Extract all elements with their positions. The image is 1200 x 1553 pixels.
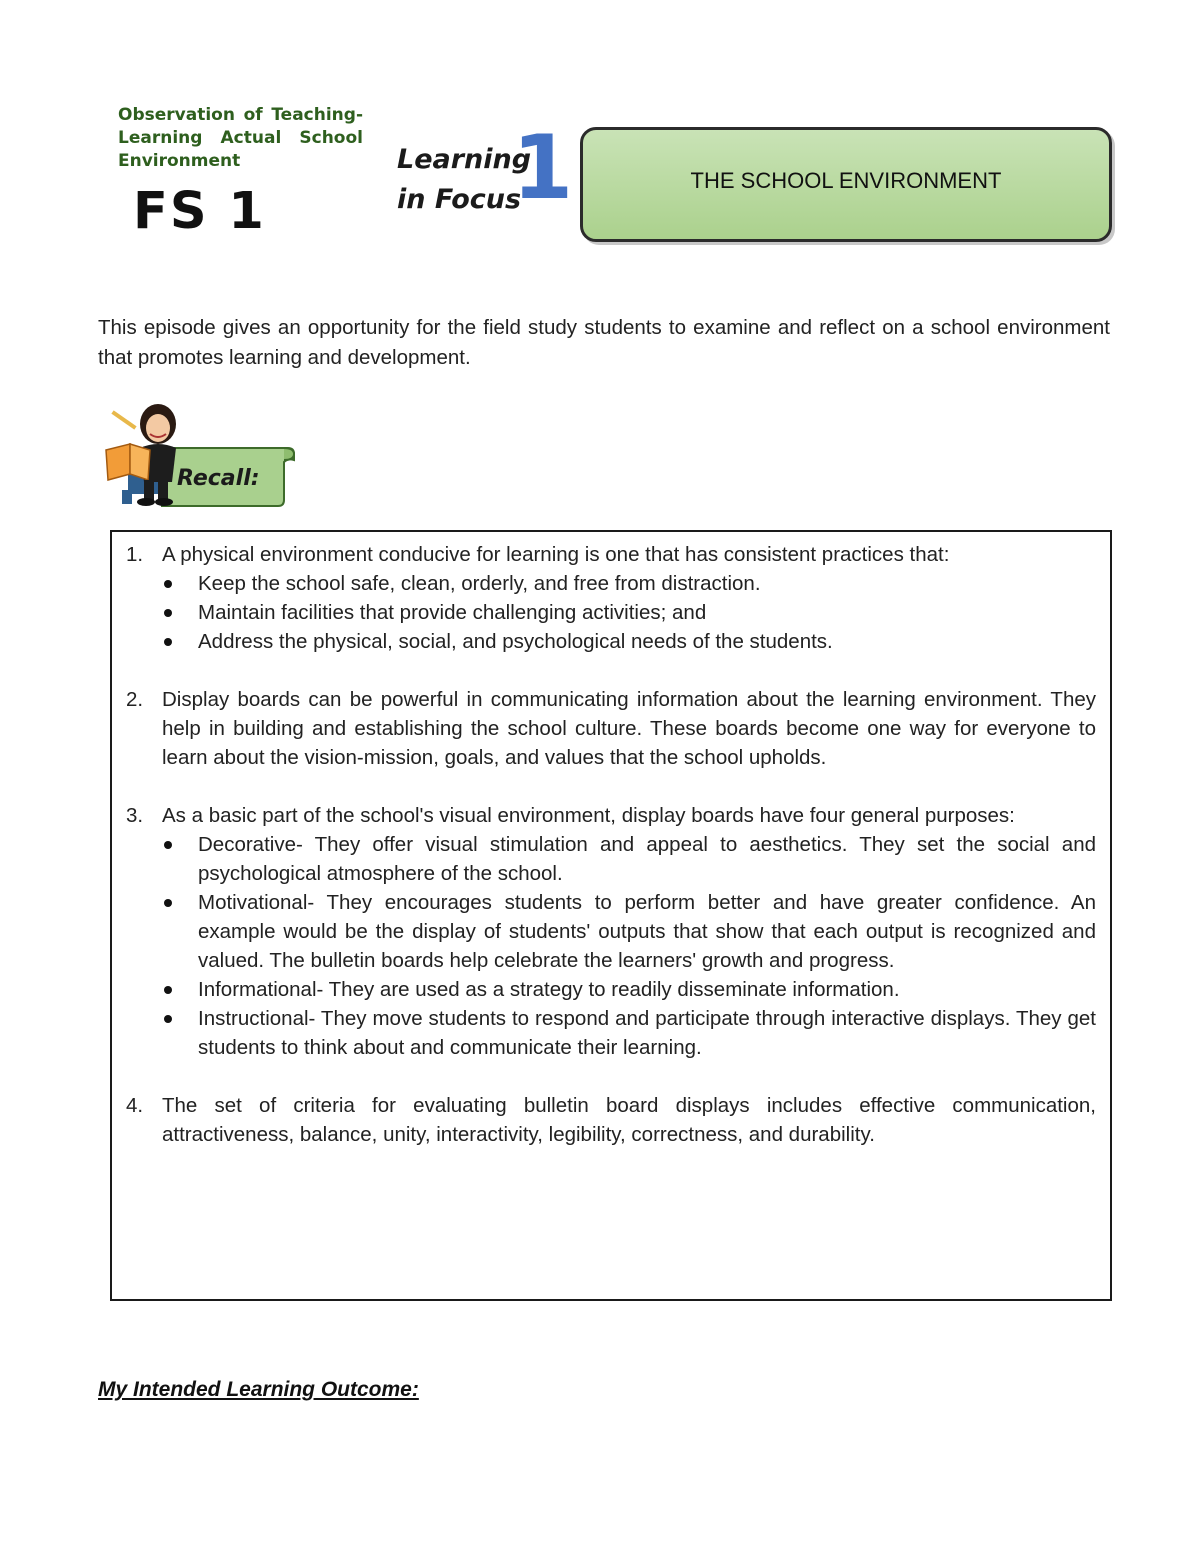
bullet-icon — [164, 1015, 172, 1023]
bullet-icon — [164, 899, 172, 907]
recall-item-text: As a basic part of the school's visual environment, display boards have four general purposes: — [162, 804, 1015, 827]
learning-focus-line1: Learning — [397, 144, 532, 175]
course-code: FS 1 — [133, 182, 266, 241]
recall-item-text: The set of criteria for evaluating bulletin board displays includes effective communication, attractiveness, balance, unity, interactivity, legibility, correctness, and durability. — [162, 1094, 1096, 1146]
bullet-item — [162, 888, 1096, 975]
bullet-item — [162, 830, 1096, 888]
topic-title-box — [580, 127, 1112, 242]
intro-paragraph: This episode gives an opportunity for the field study students to examine and reflect on a school environment that promotes learning and development. — [98, 316, 1110, 369]
recall-item-number: 2. — [126, 688, 144, 711]
bullet-icon — [164, 609, 172, 617]
recall-box — [110, 530, 1112, 1301]
recall-item — [126, 540, 1096, 656]
bullet-item — [162, 627, 1096, 656]
recall-label: Recall: — [177, 466, 260, 491]
bullet-text: Address the physical, social, and psychological needs of the students. — [198, 630, 833, 653]
bullet-text: Keep the school safe, clean, orderly, and free from distraction. — [198, 572, 761, 595]
recall-item — [126, 801, 1096, 1062]
recall-list — [126, 540, 1096, 1149]
bullet-icon — [164, 638, 172, 646]
bullet-icon — [164, 841, 172, 849]
bullet-item — [162, 598, 1096, 627]
bullet-text: Motivational- They encourages students to perform better and have greater confidence. An example would be the display of students' outputs that show that each output is recognized and valued. The bulletin boards help celebrate the learners' growth and progress. — [198, 891, 1096, 972]
bullet-icon — [164, 986, 172, 994]
recall-bullets — [162, 830, 1096, 1062]
recall-bullets — [162, 569, 1096, 656]
recall-item-text: Display boards can be powerful in communicating information about the learning environment. They help in building and establishing the school culture. These boards become one way for everyone to learn about the vision-mission, goals, and values that the school upholds. — [162, 688, 1096, 769]
bullet-text: Maintain facilities that provide challenging activities; and — [198, 601, 707, 624]
bullet-text: Instructional- They move students to respond and participate through interactive displays. They get students to think about and communicate their learning. — [198, 1007, 1096, 1059]
learning-focus-number: 1 — [512, 116, 574, 219]
recall-item — [126, 1091, 1096, 1149]
recall-item-number: 3. — [126, 804, 144, 827]
recall-illustration-icon — [100, 400, 300, 510]
bullet-item — [162, 975, 1096, 1004]
bullet-icon — [164, 580, 172, 588]
recall-item-number: 1. — [126, 543, 144, 566]
recall-item-text: A physical environment conducive for learning is one that has consistent practices that: — [162, 543, 950, 566]
bullet-item — [162, 1004, 1096, 1062]
recall-item-number: 4. — [126, 1094, 144, 1117]
bullet-text: Informational- They are used as a strategy to readily disseminate information. — [198, 978, 900, 1001]
course-subtitle: Observation of Teaching-Learning Actual School Environment — [118, 105, 363, 171]
recall-banner — [100, 400, 300, 510]
learning-focus-line2: in Focus — [397, 184, 522, 215]
topic-title: THE SCHOOL ENVIRONMENT — [690, 167, 1002, 193]
intended-learning-outcome-heading: My Intended Learning Outcome: — [98, 1378, 419, 1401]
bullet-item — [162, 569, 1096, 598]
recall-item — [126, 685, 1096, 772]
learning-focus-label — [397, 140, 531, 220]
bullet-text: Decorative- They offer visual stimulation and appeal to aesthetics. They set the social and psychological atmosphere of the school. — [198, 833, 1096, 885]
